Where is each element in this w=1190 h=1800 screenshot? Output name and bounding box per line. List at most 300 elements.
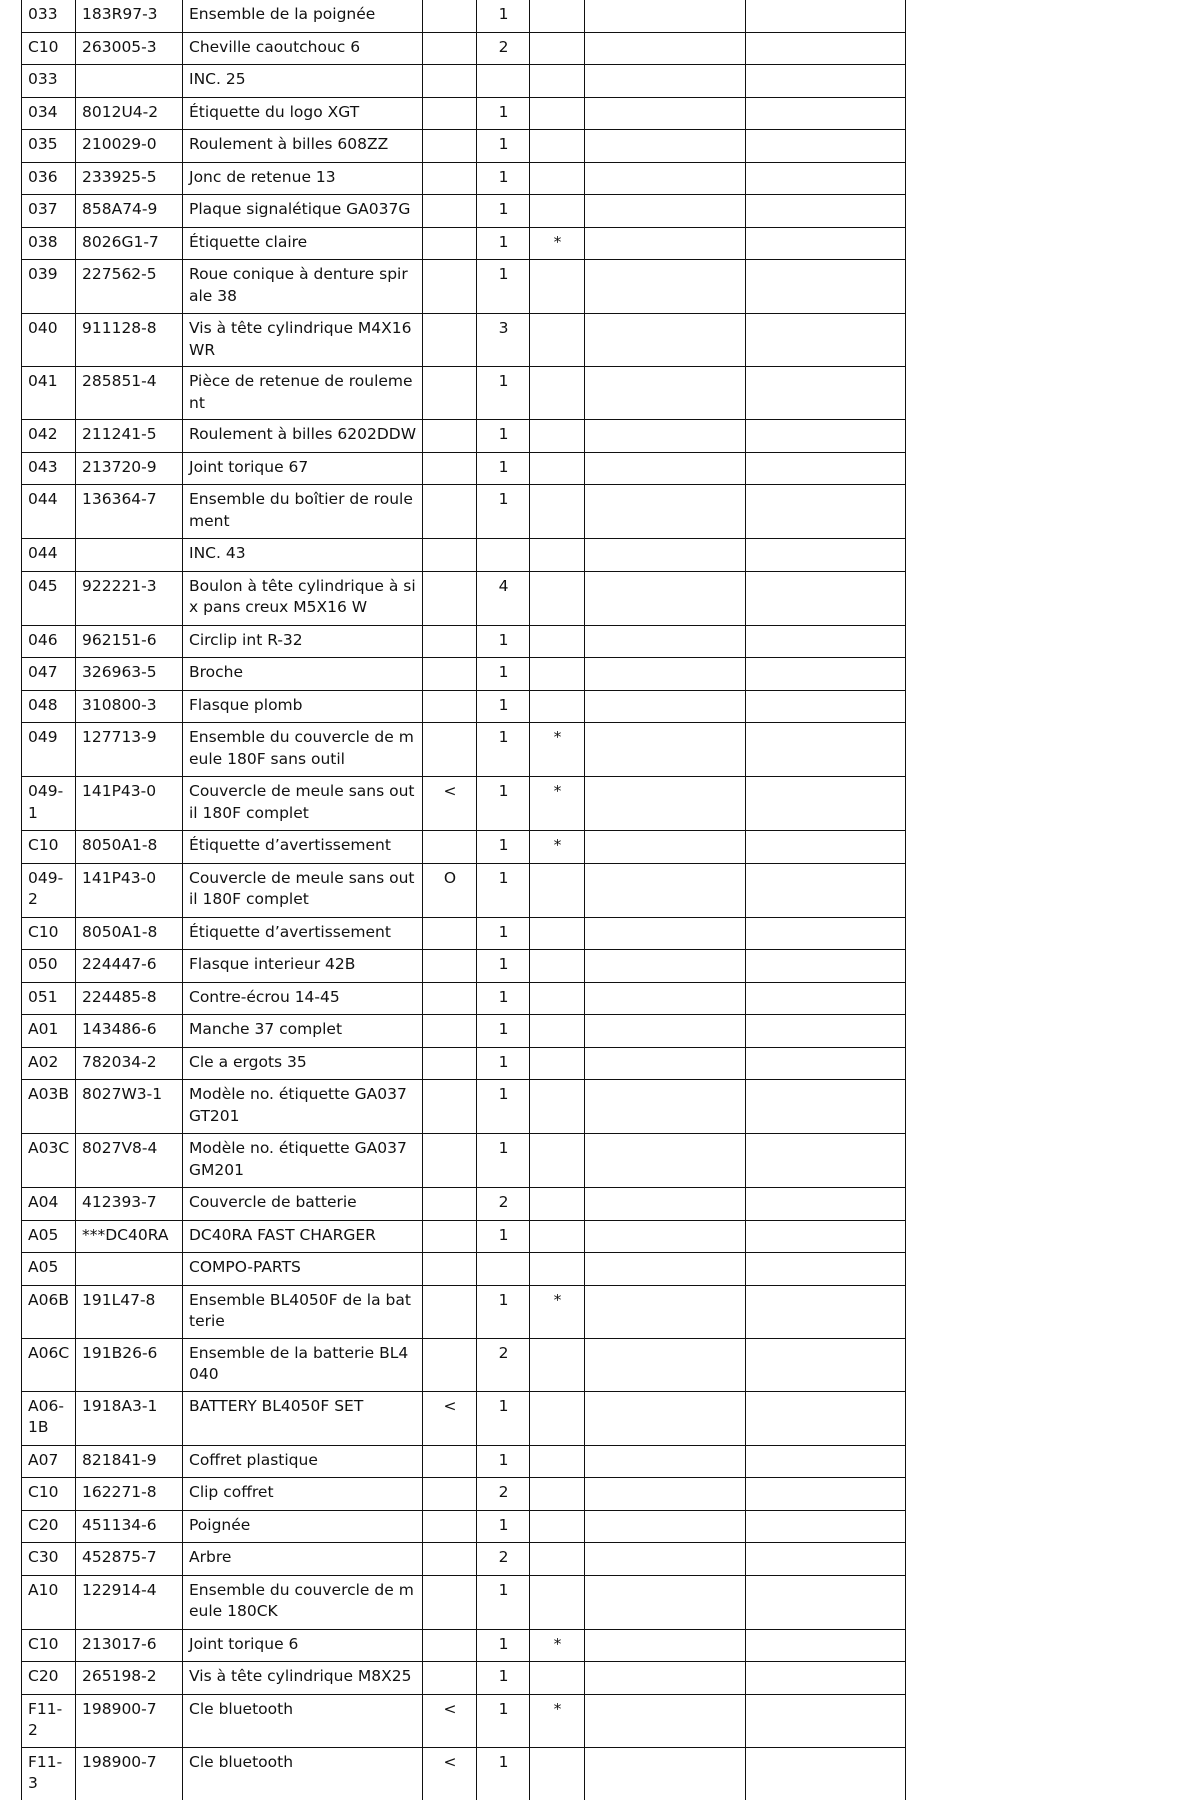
blank-cell (746, 0, 906, 32)
blank-cell (585, 227, 746, 260)
description-cell: Arbre (183, 1543, 423, 1576)
description-cell: Ensemble du boîtier de roulement (183, 485, 423, 539)
blank-cell (585, 1220, 746, 1253)
table-row (22, 485, 906, 539)
part-number-cell: 8027W3-1 (76, 1080, 183, 1134)
blank-cell (585, 65, 746, 98)
blank-cell (746, 1747, 906, 1800)
part-number-cell: 211241-5 (76, 420, 183, 453)
table-row (22, 863, 906, 917)
description-cell: Cle bluetooth (183, 1694, 423, 1747)
item-no-cell: A05 (22, 1220, 76, 1253)
table-row (22, 1134, 906, 1188)
marker-cell (423, 1134, 477, 1188)
note-cell (530, 1338, 585, 1391)
part-number-cell: 143486-6 (76, 1015, 183, 1048)
part-number-cell: 821841-9 (76, 1445, 183, 1478)
blank-cell (585, 260, 746, 314)
description-cell: INC. 25 (183, 65, 423, 98)
quantity-cell: 1 (477, 367, 530, 420)
note-cell (530, 1510, 585, 1543)
quantity-cell: 1 (477, 1134, 530, 1188)
item-no-cell: 046 (22, 625, 76, 658)
part-number-cell: 227562-5 (76, 260, 183, 314)
marker-cell: < (423, 1391, 477, 1445)
note-cell (530, 1188, 585, 1221)
quantity-cell: 1 (477, 1080, 530, 1134)
note-cell (530, 1575, 585, 1629)
note-cell (530, 367, 585, 420)
blank-cell (746, 314, 906, 367)
quantity-cell: 1 (477, 1662, 530, 1695)
note-cell (530, 195, 585, 228)
blank-cell (746, 1253, 906, 1286)
note-cell (530, 1662, 585, 1695)
note-cell (530, 314, 585, 367)
blank-cell (585, 571, 746, 625)
note-cell: * (530, 1629, 585, 1662)
quantity-cell: 2 (477, 32, 530, 65)
item-no-cell: A03C (22, 1134, 76, 1188)
parts-table (21, 0, 906, 1800)
item-no-cell: C10 (22, 831, 76, 864)
note-cell (530, 1253, 585, 1286)
description-cell: Étiquette claire (183, 227, 423, 260)
note-cell (530, 162, 585, 195)
note-cell (530, 1445, 585, 1478)
note-cell: * (530, 1285, 585, 1338)
note-cell: * (530, 777, 585, 831)
description-cell: Vis à tête cylindrique M8X25 (183, 1662, 423, 1695)
blank-cell (746, 1391, 906, 1445)
marker-cell (423, 1543, 477, 1576)
quantity-cell: 1 (477, 658, 530, 691)
part-number-cell: 310800-3 (76, 690, 183, 723)
blank-cell (746, 571, 906, 625)
note-cell (530, 625, 585, 658)
blank-cell (585, 1543, 746, 1576)
table-row (22, 625, 906, 658)
quantity-cell: 1 (477, 625, 530, 658)
blank-cell (746, 777, 906, 831)
blank-cell (746, 982, 906, 1015)
description-cell: Étiquette du logo XGT (183, 97, 423, 130)
quantity-cell: 1 (477, 97, 530, 130)
description-cell: Manche 37 complet (183, 1015, 423, 1048)
item-no-cell: C10 (22, 32, 76, 65)
note-cell: * (530, 831, 585, 864)
quantity-cell: 1 (477, 1510, 530, 1543)
marker-cell: < (423, 1694, 477, 1747)
blank-cell (746, 1629, 906, 1662)
blank-cell (746, 1543, 906, 1576)
blank-cell (746, 1220, 906, 1253)
quantity-cell: 1 (477, 950, 530, 983)
blank-cell (585, 1338, 746, 1391)
note-cell (530, 1391, 585, 1445)
table-row (22, 950, 906, 983)
marker-cell: < (423, 1747, 477, 1800)
blank-cell (746, 1285, 906, 1338)
description-cell: Ensemble de la batterie BL4040 (183, 1338, 423, 1391)
part-number-cell: 326963-5 (76, 658, 183, 691)
quantity-cell: 1 (477, 195, 530, 228)
table-row (22, 65, 906, 98)
blank-cell (746, 1338, 906, 1391)
blank-cell (585, 1391, 746, 1445)
blank-cell (585, 367, 746, 420)
part-number-cell: 263005-3 (76, 32, 183, 65)
item-no-cell: 042 (22, 420, 76, 453)
blank-cell (585, 162, 746, 195)
quantity-cell: 1 (477, 1391, 530, 1445)
blank-cell (746, 950, 906, 983)
marker-cell (423, 227, 477, 260)
item-no-cell: 049-1 (22, 777, 76, 831)
blank-cell (585, 777, 746, 831)
blank-cell (746, 1575, 906, 1629)
blank-cell (585, 539, 746, 572)
quantity-cell: 1 (477, 130, 530, 163)
marker-cell (423, 32, 477, 65)
marker-cell (423, 982, 477, 1015)
item-no-cell: 033 (22, 0, 76, 32)
quantity-cell: 1 (477, 982, 530, 1015)
part-number-cell: 191B26-6 (76, 1338, 183, 1391)
item-no-cell: 045 (22, 571, 76, 625)
blank-cell (585, 723, 746, 777)
part-number-cell: 141P43-0 (76, 863, 183, 917)
quantity-cell: 1 (477, 452, 530, 485)
item-no-cell: 034 (22, 97, 76, 130)
item-no-cell: 043 (22, 452, 76, 485)
description-cell: Clip coffret (183, 1478, 423, 1511)
blank-cell (746, 1134, 906, 1188)
item-no-cell: A05 (22, 1253, 76, 1286)
quantity-cell: 1 (477, 1445, 530, 1478)
blank-cell (585, 1080, 746, 1134)
item-no-cell: 048 (22, 690, 76, 723)
blank-cell (585, 1253, 746, 1286)
blank-cell (746, 1445, 906, 1478)
blank-cell (746, 227, 906, 260)
note-cell (530, 420, 585, 453)
description-cell: Flasque plomb (183, 690, 423, 723)
blank-cell (746, 65, 906, 98)
quantity-cell: 1 (477, 863, 530, 917)
part-number-cell: 141P43-0 (76, 777, 183, 831)
blank-cell (746, 690, 906, 723)
item-no-cell: 038 (22, 227, 76, 260)
table-row (22, 777, 906, 831)
blank-cell (585, 1575, 746, 1629)
quantity-cell: 1 (477, 777, 530, 831)
blank-cell (746, 1662, 906, 1695)
table-row (22, 260, 906, 314)
blank-cell (746, 162, 906, 195)
blank-cell (746, 625, 906, 658)
marker-cell (423, 367, 477, 420)
marker-cell (423, 452, 477, 485)
description-cell: Étiquette d’avertissement (183, 917, 423, 950)
item-no-cell: A03B (22, 1080, 76, 1134)
note-cell (530, 1047, 585, 1080)
marker-cell (423, 1478, 477, 1511)
item-no-cell: C20 (22, 1662, 76, 1695)
note-cell (530, 1543, 585, 1576)
table-row (22, 982, 906, 1015)
description-cell: DC40RA FAST CHARGER (183, 1220, 423, 1253)
item-no-cell: A01 (22, 1015, 76, 1048)
item-no-cell: 044 (22, 539, 76, 572)
blank-cell (585, 0, 746, 32)
marker-cell (423, 0, 477, 32)
marker-cell (423, 485, 477, 539)
description-cell: Plaque signalétique GA037G (183, 195, 423, 228)
note-cell (530, 1747, 585, 1800)
table-row (22, 32, 906, 65)
quantity-cell: 1 (477, 1285, 530, 1338)
quantity-cell: 2 (477, 1188, 530, 1221)
marker-cell (423, 130, 477, 163)
blank-cell (585, 690, 746, 723)
table-row (22, 1285, 906, 1338)
description-cell: Ensemble de la poignée (183, 0, 423, 32)
blank-cell (746, 452, 906, 485)
item-no-cell: A06B (22, 1285, 76, 1338)
marker-cell (423, 571, 477, 625)
item-no-cell: 040 (22, 314, 76, 367)
quantity-cell: 1 (477, 1575, 530, 1629)
description-cell: BATTERY BL4050F SET (183, 1391, 423, 1445)
table-row (22, 195, 906, 228)
parts-list-sheet (21, 0, 906, 1800)
part-number-cell: 962151-6 (76, 625, 183, 658)
item-no-cell: 050 (22, 950, 76, 983)
table-row (22, 1220, 906, 1253)
description-cell: Coffret plastique (183, 1445, 423, 1478)
blank-cell (585, 1047, 746, 1080)
part-number-cell (76, 539, 183, 572)
part-number-cell: 922221-3 (76, 571, 183, 625)
blank-cell (585, 1285, 746, 1338)
blank-cell (585, 1445, 746, 1478)
note-cell (530, 32, 585, 65)
part-number-cell: 191L47-8 (76, 1285, 183, 1338)
part-number-cell: 198900-7 (76, 1694, 183, 1747)
note-cell (530, 0, 585, 32)
item-no-cell: 049-2 (22, 863, 76, 917)
blank-cell (746, 658, 906, 691)
table-row (22, 690, 906, 723)
table-row (22, 1253, 906, 1286)
quantity-cell: 1 (477, 1047, 530, 1080)
marker-cell (423, 690, 477, 723)
item-no-cell: 037 (22, 195, 76, 228)
table-row (22, 97, 906, 130)
part-number-cell: 210029-0 (76, 130, 183, 163)
blank-cell (746, 863, 906, 917)
item-no-cell: F11-3 (22, 1747, 76, 1800)
table-row (22, 0, 906, 32)
marker-cell (423, 625, 477, 658)
marker-cell (423, 658, 477, 691)
note-cell (530, 97, 585, 130)
blank-cell (585, 1747, 746, 1800)
quantity-cell: 1 (477, 831, 530, 864)
item-no-cell: 051 (22, 982, 76, 1015)
quantity-cell: 3 (477, 314, 530, 367)
quantity-cell: 1 (477, 420, 530, 453)
description-cell: Circlip int R-32 (183, 625, 423, 658)
marker-cell (423, 831, 477, 864)
table-row (22, 420, 906, 453)
blank-cell (585, 485, 746, 539)
part-number-cell: 198900-7 (76, 1747, 183, 1800)
blank-cell (585, 1629, 746, 1662)
note-cell (530, 571, 585, 625)
description-cell: Joint torique 6 (183, 1629, 423, 1662)
marker-cell (423, 1629, 477, 1662)
item-no-cell: 036 (22, 162, 76, 195)
quantity-cell: 1 (477, 162, 530, 195)
description-cell: Ensemble du couvercle de meule 180CK (183, 1575, 423, 1629)
blank-cell (585, 625, 746, 658)
part-number-cell: 451134-6 (76, 1510, 183, 1543)
blank-cell (585, 1188, 746, 1221)
blank-cell (585, 917, 746, 950)
item-no-cell: 035 (22, 130, 76, 163)
blank-cell (585, 950, 746, 983)
blank-cell (746, 539, 906, 572)
table-row (22, 452, 906, 485)
blank-cell (746, 917, 906, 950)
description-cell: Jonc de retenue 13 (183, 162, 423, 195)
table-row (22, 1694, 906, 1747)
table-row (22, 539, 906, 572)
table-row (22, 723, 906, 777)
marker-cell (423, 1015, 477, 1048)
quantity-cell (477, 1253, 530, 1286)
marker-cell (423, 97, 477, 130)
part-number-cell: 233925-5 (76, 162, 183, 195)
part-number-cell: 213720-9 (76, 452, 183, 485)
part-number-cell: 136364-7 (76, 485, 183, 539)
note-cell: * (530, 1694, 585, 1747)
blank-cell (585, 32, 746, 65)
quantity-cell: 1 (477, 227, 530, 260)
part-number-cell: 8050A1-8 (76, 831, 183, 864)
part-number-cell: 122914-4 (76, 1575, 183, 1629)
blank-cell (746, 1510, 906, 1543)
table-row (22, 1080, 906, 1134)
blank-cell (746, 1188, 906, 1221)
part-number-cell: 127713-9 (76, 723, 183, 777)
part-number-cell (76, 1253, 183, 1286)
quantity-cell: 1 (477, 1015, 530, 1048)
part-number-cell: 265198-2 (76, 1662, 183, 1695)
marker-cell (423, 420, 477, 453)
note-cell (530, 658, 585, 691)
marker-cell (423, 950, 477, 983)
note-cell (530, 1134, 585, 1188)
blank-cell (746, 1080, 906, 1134)
table-row (22, 367, 906, 420)
quantity-cell: 2 (477, 1543, 530, 1576)
blank-cell (585, 420, 746, 453)
description-cell: Vis à tête cylindrique M4X16 WR (183, 314, 423, 367)
table-row (22, 227, 906, 260)
quantity-cell: 4 (477, 571, 530, 625)
part-number-cell: 911128-8 (76, 314, 183, 367)
table-row (22, 571, 906, 625)
description-cell: Étiquette d’avertissement (183, 831, 423, 864)
table-row (22, 162, 906, 195)
blank-cell (746, 831, 906, 864)
marker-cell (423, 1510, 477, 1543)
table-row (22, 1662, 906, 1695)
marker-cell (423, 539, 477, 572)
item-no-cell: 047 (22, 658, 76, 691)
item-no-cell: F11-2 (22, 1694, 76, 1747)
blank-cell (746, 260, 906, 314)
table-row (22, 130, 906, 163)
table-row (22, 1188, 906, 1221)
note-cell (530, 1080, 585, 1134)
marker-cell (423, 1220, 477, 1253)
table-row (22, 1575, 906, 1629)
blank-cell (585, 1478, 746, 1511)
marker-cell (423, 1253, 477, 1286)
part-number-cell: 285851-4 (76, 367, 183, 420)
quantity-cell: 2 (477, 1338, 530, 1391)
note-cell: * (530, 723, 585, 777)
item-no-cell: C10 (22, 1478, 76, 1511)
table-row (22, 1543, 906, 1576)
description-cell: Ensemble du couvercle de meule 180F sans outil (183, 723, 423, 777)
blank-cell (746, 1478, 906, 1511)
part-number-cell: 162271-8 (76, 1478, 183, 1511)
description-cell: Cle bluetooth (183, 1747, 423, 1800)
note-cell (530, 65, 585, 98)
part-number-cell: 858A74-9 (76, 195, 183, 228)
item-no-cell: A10 (22, 1575, 76, 1629)
description-cell: COMPO-PARTS (183, 1253, 423, 1286)
part-number-cell: 1918A3-1 (76, 1391, 183, 1445)
description-cell: Modèle no. étiquette GA037GT201 (183, 1080, 423, 1134)
part-number-cell: 8026G1-7 (76, 227, 183, 260)
marker-cell (423, 260, 477, 314)
marker-cell: < (423, 777, 477, 831)
quantity-cell: 1 (477, 1629, 530, 1662)
description-cell: Roulement à billes 6202DDW (183, 420, 423, 453)
blank-cell (746, 1047, 906, 1080)
part-number-cell: ***DC40RA (76, 1220, 183, 1253)
description-cell: Poignée (183, 1510, 423, 1543)
marker-cell (423, 1662, 477, 1695)
marker-cell (423, 1047, 477, 1080)
description-cell: Contre-écrou 14-45 (183, 982, 423, 1015)
blank-cell (585, 1510, 746, 1543)
note-cell (530, 863, 585, 917)
description-cell: INC. 43 (183, 539, 423, 572)
quantity-cell (477, 539, 530, 572)
table-row (22, 1391, 906, 1445)
table-row (22, 1478, 906, 1511)
blank-cell (585, 1134, 746, 1188)
part-number-cell: 213017-6 (76, 1629, 183, 1662)
item-no-cell: 041 (22, 367, 76, 420)
